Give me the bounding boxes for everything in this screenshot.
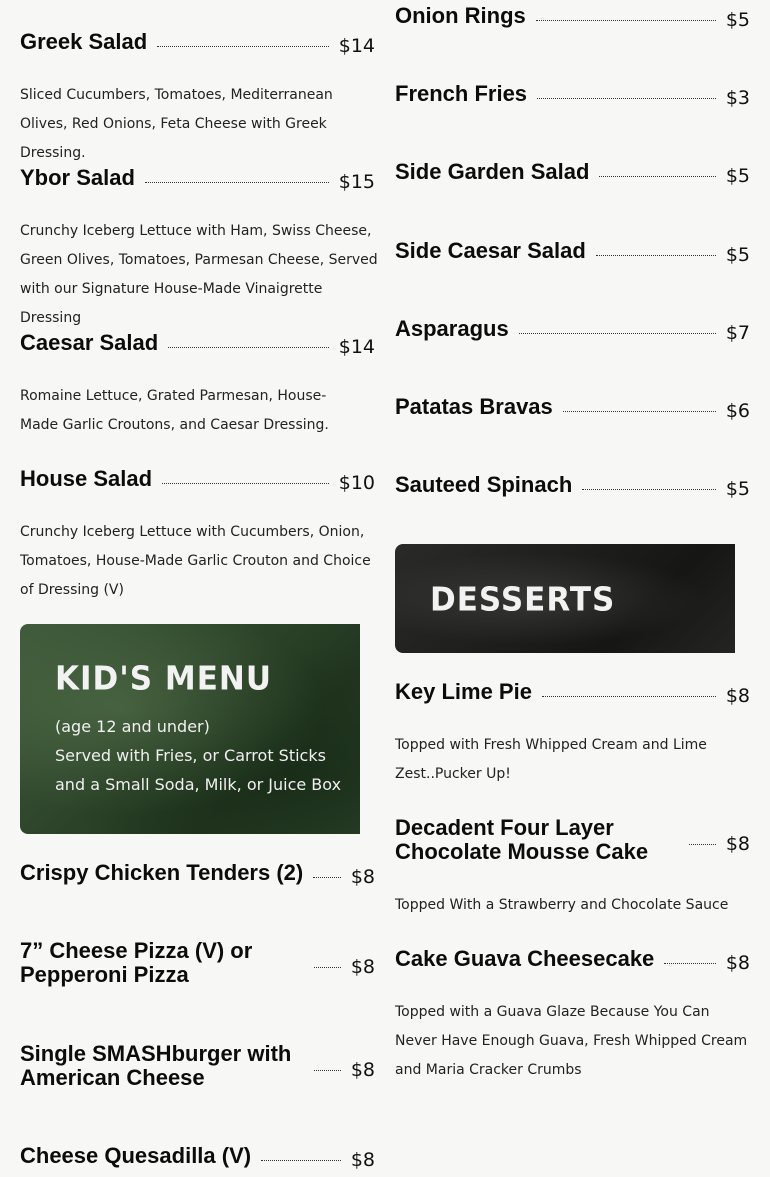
item-price: $3 [725, 87, 750, 109]
dessert-item-key-lime-pie [395, 680, 750, 789]
item-price: $8 [350, 1059, 375, 1081]
dot-leader [689, 844, 716, 845]
item-name: Decadent Four Layer Chocolate Mousse Cake [395, 815, 649, 864]
item-description: Topped With a Strawberry and Chocolate Sauce [395, 897, 729, 913]
side-item-french-fries [395, 81, 750, 109]
kids-menu-drink-note: and a Small Soda, Milk, or Juice Box [55, 775, 342, 794]
item-description: Romaine Lettuce, Grated Parmesan, House-Made Garlic Croutons, and Caesar Dressing. [20, 388, 329, 433]
item-price: $14 [338, 336, 375, 358]
kids-menu-age-note: (age 12 and under) [55, 717, 210, 736]
item-name: Patatas Bravas [395, 394, 553, 419]
item-price: $5 [725, 165, 750, 187]
menu-item-caesar-salad [20, 331, 375, 440]
item-name: Crispy Chicken Tenders (2) [20, 860, 304, 885]
menu-item-ybor-salad [20, 165, 378, 333]
side-item-onion-rings [395, 3, 750, 31]
dessert-item-guava-cheesecake [395, 947, 750, 1085]
item-name: Side Caesar Salad [395, 238, 586, 263]
item-price: $8 [350, 1149, 375, 1171]
dot-leader [542, 696, 716, 697]
dot-leader [157, 46, 329, 47]
item-price: $8 [350, 956, 375, 978]
item-name: Asparagus [395, 316, 509, 341]
dot-leader [582, 489, 716, 490]
item-description: Crunchy Iceberg Lettuce with Cucumbers, Onion, Tomatoes, House-Made Garlic Crouton and Choice of Dressing (V) [20, 524, 371, 598]
desserts-title: DESSERTS [430, 581, 616, 619]
item-name: Caesar Salad [20, 330, 159, 355]
item-name: Cake Guava Cheesecake [395, 946, 655, 971]
item-name: Onion Rings [395, 3, 526, 28]
item-description: Sliced Cucumbers, Tomatoes, Mediterranean Olives, Red Onions, Feta Cheese with Greek Dressing. [20, 87, 333, 161]
item-name: Key Lime Pie [395, 679, 532, 704]
item-price: $5 [725, 9, 750, 31]
item-name: Ybor Salad [20, 165, 135, 190]
item-name: Side Garden Salad [395, 159, 590, 184]
dot-leader [599, 176, 715, 177]
left-column [20, 0, 378, 1177]
kids-menu-served-with: Served with Fries, or Carrot Sticks [55, 746, 326, 765]
dot-leader [563, 411, 716, 412]
dessert-item-chocolate-mousse-cake [395, 816, 750, 920]
dot-leader [314, 967, 341, 968]
kids-menu-info [55, 712, 341, 799]
dot-leader [664, 963, 716, 964]
kids-menu-banner [20, 624, 360, 834]
menu-item-greek-salad [20, 30, 375, 168]
dot-leader [162, 483, 329, 484]
item-price: $8 [350, 866, 375, 888]
side-item-asparagus [395, 316, 750, 344]
dot-leader [261, 1160, 341, 1161]
item-price: $14 [338, 35, 375, 57]
item-name: House Salad [20, 466, 153, 491]
item-price: $8 [725, 685, 750, 707]
kids-item-quesadilla [20, 1143, 375, 1171]
item-name: Single SMASHburger with American Cheese [20, 1041, 292, 1090]
dot-leader [596, 255, 716, 256]
kids-item-cheese-pizza [20, 939, 375, 987]
side-item-sauteed-spinach [395, 472, 750, 500]
item-price: $8 [725, 952, 750, 974]
dot-leader [314, 1070, 341, 1071]
item-price: $5 [725, 478, 750, 500]
dot-leader [168, 347, 329, 348]
item-price: $15 [338, 171, 375, 193]
side-item-garden-salad [395, 159, 750, 187]
item-price: $5 [725, 244, 750, 266]
dot-leader [145, 182, 329, 183]
item-name: Cheese Quesadilla (V) [20, 1143, 252, 1168]
item-name: 7” Cheese Pizza (V) or Pepperoni Pizza [20, 938, 253, 987]
dot-leader [313, 877, 341, 878]
side-item-patatas-bravas [395, 394, 750, 422]
kids-menu-title: KID'S MENU [55, 660, 273, 698]
item-name: Greek Salad [20, 29, 148, 54]
kids-item-chicken-tenders [20, 860, 375, 888]
dot-leader [537, 98, 716, 99]
desserts-banner [395, 544, 735, 653]
item-price: $10 [338, 472, 375, 494]
side-item-caesar-salad [395, 238, 750, 266]
item-description: Topped with a Guava Glaze Because You Can Never Have Enough Guava, Fresh Whipped Cream and Maria Cracker Crumbs [395, 1004, 748, 1078]
item-description: Crunchy Iceberg Lettuce with Ham, Swiss Cheese, Green Olives, Tomatoes, Parmesan Cheese, Served with our Signature House-Made Vinaigrette Dressing [20, 223, 378, 326]
item-name: French Fries [395, 81, 528, 106]
item-price: $7 [725, 322, 750, 344]
item-price: $6 [725, 400, 750, 422]
kids-item-smashburger [20, 1042, 375, 1090]
item-price: $8 [725, 833, 750, 855]
dot-leader [536, 20, 716, 21]
menu-item-house-salad [20, 467, 375, 605]
dot-leader [519, 333, 716, 334]
item-description: Topped with Fresh Whipped Cream and Lime Zest..Pucker Up! [395, 737, 707, 782]
item-name: Sauteed Spinach [395, 472, 573, 497]
